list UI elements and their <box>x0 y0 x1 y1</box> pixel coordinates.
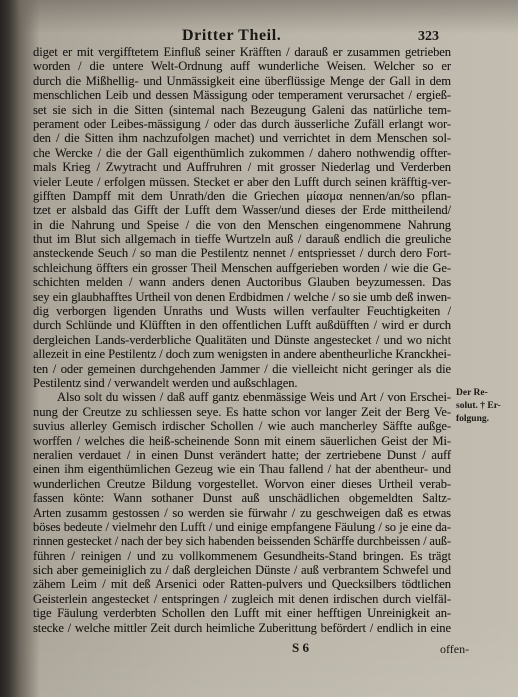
text-line: ansteckende Seuch / so man die Pestilentz nennet / entspriesset / durch dero Fort- <box>33 246 451 261</box>
text-line: gifften Dampff mit dem Unrath/den die Griechen μίασμα nennen/an/so pflan- <box>33 188 451 203</box>
page-number: 323 <box>418 29 439 44</box>
running-title: Dritter Theil. <box>182 27 282 44</box>
text-line: einen ihm eigenthümlichen Gezeug wie ein Thau fallend / hat der abentheur- und <box>33 462 451 477</box>
margin-note <box>456 387 514 426</box>
text-line: dig verborgen ligenden Unraths und Wusts willen verfaulter Feuchtigkeiten / <box>33 304 451 319</box>
text-line: Geisterlein angestecket / entspringen / zugleich mit denen irdischen durch vielfäl- <box>33 591 451 606</box>
paragraph-start-line: Also solt du wissen / daß auff gantz ebenmässige Weis und Art / von Erschei- <box>57 390 451 405</box>
text-line: set sie sich in die Sitten (sintemal nach Bezeugung Galeni das natürliche tem- <box>33 102 451 117</box>
text-line: zähem Leim / mit deß Arsenici oder Ratten-pulvers und Quecksilbers tödtlichen <box>33 577 451 592</box>
margin-note-line: Der Re- <box>456 388 488 398</box>
text-line: tige Fäulung verderbten Schollen den Lufft mit einer hefftigen Unreinigkeit an- <box>33 606 451 621</box>
margin-note-line: solut. † Er- <box>456 401 501 411</box>
text-line: nung der Creutze zu schliessen seye. Es hatte schon vor langer Zeit der Berg Ve- <box>33 404 451 419</box>
margin-note-line: folgung. <box>456 414 489 424</box>
text-line: schleichung öffters ein grosser Theil Menschen auffgerieben worden / wie die Ge- <box>33 260 451 275</box>
text-line: stecke / welche mittler Zeit durch heimliche Zuberittung befördert / endlich in eine <box>33 620 451 635</box>
text-line: durch Schlünde und Klüfften in den offentlichen Lufft außdüfften / wird er durch <box>33 318 451 333</box>
paragraph-end-line: Pestilentz sind / verwandelt werden und außschlagen. <box>33 375 298 390</box>
text-line: worffen / welches die heiß-scheinende Sonn mit einem säuerlichen Geist der Mi- <box>33 433 451 448</box>
text-line: allezeit in eine Pestilentz / doch zum wenigsten in andere abentheurliche Kranckhei- <box>33 347 451 362</box>
text-line: wunderlichen Creutze Bildung vorgestellet. Worvon einer dieses Urtheil verab- <box>33 476 451 491</box>
catchword: offen- <box>440 642 470 656</box>
text-line: ten / oder gemeinen durchgehenden Jammer / die vielleicht nicht geringer als die <box>33 361 451 376</box>
text-line: neralien verdauet / in einen Dunst verändert hatte; der zertriebene Dunst / auff <box>33 447 451 462</box>
text-line: thut im Blut sich allgemach in tieffe Wurtzeln auß / darauß endlich die greuliche <box>33 232 451 247</box>
text-line: führen / reinigen / und zu vollkommenem Gesundheits-Stand bringen. Es trägt <box>33 548 451 563</box>
text-line: suvius allerley Gemisch irdischer Schollen / wie auch mancherley Säffte außge- <box>33 419 451 434</box>
text-block <box>33 45 451 635</box>
text-line: sey ein glaubhafftes Urtheil von denen Erdbidmen / welche / so sie umb deß inwen- <box>33 289 451 304</box>
text-line: durch die Mißhellig- und Unmässigkeit eine überflüssige Menge der Gall in dem <box>33 73 451 88</box>
text-line: menschlichen Leib und dessen Mässigung oder temperament verursachet / ergieß- <box>33 88 451 103</box>
text-line: in die Nahrung und Speise / die von den Menschen eingenommene Nahrung <box>33 217 451 232</box>
text-line: mals Krieg / Zwytracht und Auffruhren / mit grosser Niederlag und Verderben <box>33 160 451 175</box>
text-line: rinnen gestecket / nach der bey sich habenden beissenden Schärffe durchbeissen / auß- <box>33 534 451 549</box>
text-line: worden / die untere Welt-Ordnung auff wunderliche Weisen. Welcher so er <box>33 59 451 74</box>
text-line: vieler Leute / erfolgen müssen. Stecket er aber den Lufft durch seinen kräfftig-ver- <box>33 174 451 189</box>
text-line: Arten zusamm gestossen / so werden sie fürwahr / zu geschweigen daß es etwas <box>33 505 451 520</box>
text-line: dergleichen Lands-verderbliche Qualitäten und Dünste angestecket / und wo nicht <box>33 332 451 347</box>
text-line: böses bedeute / vielmehr den Lufft / und einige empfangene Fäulung / so je eine da- <box>33 519 451 534</box>
text-line: sich aber gemeiniglich zu / daß dergleichen Dünste / auß verbrantem Schwefel und <box>33 563 451 578</box>
text-line: fassen könte: Wann sothaner Dunst auß unschädlichen obgemeldten Saltz- <box>33 491 451 506</box>
text-line: diget er mit vergifftetem Einfluß seiner Kräfften / darauß er zusammen getrieben <box>33 45 451 59</box>
text-line: perament oder Leibes-mässigung / oder das durch äusserliche Zufäll erlangt wor- <box>33 116 451 131</box>
text-line: den / die Sitten ihm nachzufolgen machet) und verrichtet in dem Menschen sol- <box>33 131 451 146</box>
text-line: tzet er alsbald das Gifft der Lufft dem Wasser/und dieses der Erde mittheilend/ <box>33 203 451 218</box>
text-line: schichten melden / wann anders denen Auctoribus Glauben beyzumessen. Das <box>33 275 451 290</box>
signature-mark: S 6 <box>292 640 309 655</box>
text-line: che Wercke / die der Gall eigenthümlich zukommen / dahero nothwendig offter- <box>33 145 451 160</box>
